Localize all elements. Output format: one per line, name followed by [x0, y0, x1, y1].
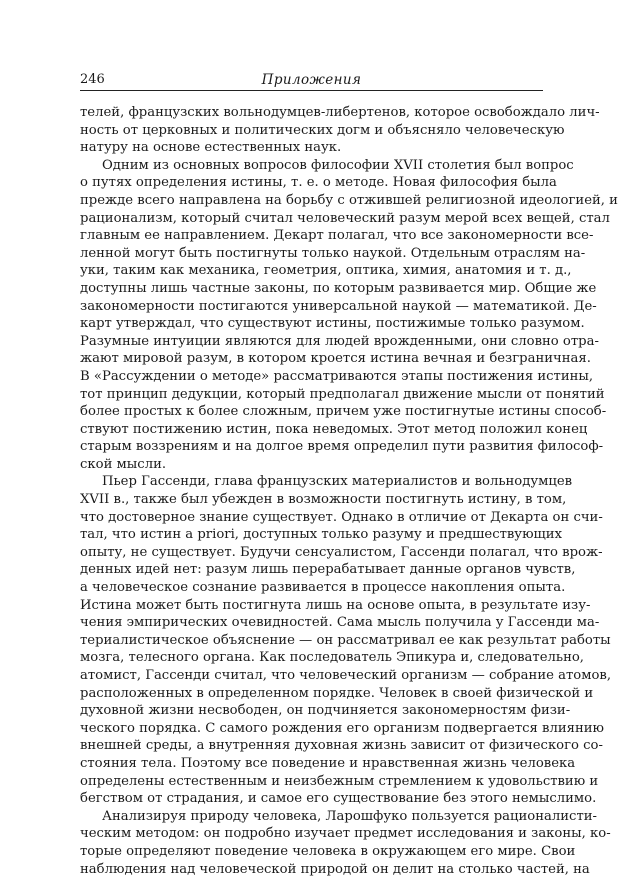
page-number: 246	[80, 72, 105, 87]
text-line: прежде всего направлена на борьбу с отжившей религиозной идеологией, и	[80, 192, 618, 208]
text-line: денных идей нет: разум лишь перерабатывает данные органов чувств,	[80, 562, 576, 578]
text-line: атомист, Гассенди считал, что человеческий организм — собрание атомов,	[80, 668, 612, 683]
text-line: XVII в., также был убежден в возможности постигнуть истину, в том,	[80, 492, 567, 508]
text-line: телей, французских вольнодумцев-либертенов, которое освобождало лич-	[80, 105, 600, 120]
section-title: Приложения	[261, 72, 362, 88]
text-line: карт утверждал, что существуют истины, постижимые только разумом.	[80, 316, 585, 332]
text-line: определены естественным и неизбежным стремлением к удовольствию и	[80, 773, 599, 789]
text-line: жают мировой разум, в котором кроется истина вечная и безграничная.	[80, 351, 591, 367]
header-rule	[80, 90, 543, 91]
text-line: духовной жизни несвободен, он подчиняется закономерностям физи-	[80, 703, 571, 719]
text-line: мозга, телесного органа. Как последователь Эпикура и, следовательно,	[80, 650, 584, 666]
text-line: Анализируя природу человека, Ларошфуко пользуется рационалисти-	[102, 808, 597, 824]
text-line: Истина может быть постигнута лишь на основе опыта, в результате изу-	[80, 597, 591, 613]
text-line: внешней среды, а внутренняя духовная жизнь зависит от физического со-	[80, 738, 603, 754]
text-line: ленной могут быть постигнуты только наукой. Отдельным отраслям на-	[80, 245, 586, 261]
text-line: Одним из основных вопросов философии XVII столетия был вопрос	[102, 157, 574, 173]
text-line: ческого порядка. С самого рождения его организм подвергается влиянию	[80, 720, 605, 736]
text-line: старым воззрениям и на долгое время определил пути развития философ-	[80, 439, 604, 455]
text-line: о путях определения истины, т. е. о методе. Новая философия была	[80, 175, 557, 191]
text-line: В «Рассуждении о методе» рассматриваются этапы постижения истины,	[80, 368, 594, 384]
text-line: что достоверное знание существует. Однако в отличие от Декарта он счи-	[80, 509, 603, 525]
text-line: уки, таким как механика, геометрия, оптика, химия, анатомия и т. д.,	[80, 263, 572, 279]
text-line: опыту, не существует. Будучи сенсуалистом, Гассенди полагал, что врож-	[80, 544, 603, 560]
text-line: а человеческое сознание развивается в процессе накопления опыта.	[80, 580, 566, 596]
text-line: натуру на основе естественных наук.	[80, 140, 342, 156]
text-line: более простых к более сложным, причем уже постигнутые истины способ-	[80, 404, 607, 420]
running-head	[80, 70, 543, 90]
text-line: бегством от страдания, и самое его существование без этого немыслимо.	[80, 791, 597, 807]
text-line: наблюдения над человеческой природой он делит на столько частей, на	[80, 861, 590, 877]
text-line: чения эмпирических очевидностей. Сама мысль получила у Гассенди ма-	[80, 615, 600, 631]
text-line: тал, что истин a priori, доступных только разуму и предшествующих	[80, 527, 563, 543]
text-line: закономерности постигаются универсальной наукой — математикой. Де-	[80, 298, 597, 314]
text-line: главным ее направлением. Декарт полагал, что все закономерности все-	[80, 228, 594, 244]
text-line: расположенных в определенном порядке. Человек в своей физической и	[80, 685, 594, 701]
text-line: ческим методом: он подробно изучает предмет исследования и законы, ко-	[80, 826, 611, 842]
text-line: Пьер Гассенди, глава французских материалистов и вольнодумцев	[102, 474, 573, 490]
text-line: Разумные интуиции являются для людей врожденными, они словно отра-	[80, 333, 599, 349]
text-line: торые определяют поведение человека в окружающем его мире. Свои	[80, 843, 576, 859]
text-line: ность от церковных и политических догм и объясняло человеческую	[80, 122, 565, 138]
body-text	[80, 104, 618, 878]
text-line: тот принцип дедукции, который предполагал движение мысли от понятий	[80, 386, 605, 402]
text-line: териалистическое объяснение — он рассматривал ее как результат работы	[80, 632, 611, 648]
text-line: ской мысли.	[80, 456, 167, 472]
text-line: доступны лишь частные законы, по которым развивается мир. Общие же	[80, 280, 597, 296]
text-line: ствуют постижению истин, пока неведомых. Этот метод положил конец	[80, 421, 588, 437]
text-line: рационализм, который считал человеческий разум мерой всех вещей, стал	[80, 210, 610, 226]
text-line: стояния тела. Поэтому все поведение и нравственная жизнь человека	[80, 755, 576, 771]
